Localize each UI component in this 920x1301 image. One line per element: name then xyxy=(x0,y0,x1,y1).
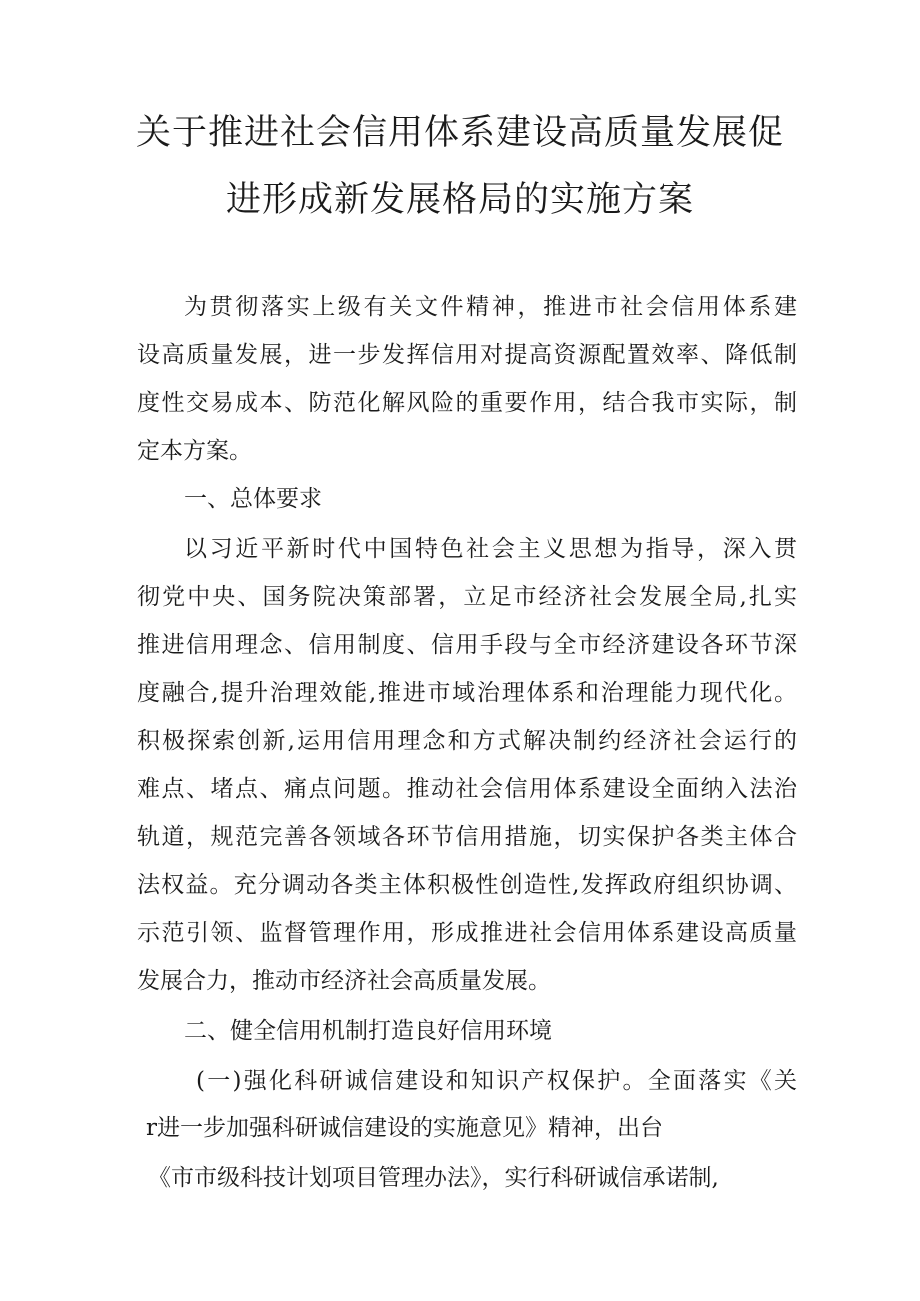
section1-paragraph-line: 轨道，规范完善各领域各环节信用措施，切实保护各类主体合 xyxy=(137,824,797,850)
section1-paragraph-line: 发展合力，推动市经济社会高质量发展。 xyxy=(137,968,551,994)
intro-paragraph-line: 度性交易成本、防范化解风险的重要作用，结合我市实际，制 xyxy=(137,390,797,416)
section1-paragraph-line: 以习近平新时代中国特色社会主义思想为指导，深入贯 xyxy=(184,536,797,562)
section2-paragraph-line: r进一步加强科研诚信建设的实施意见》精神，出台 xyxy=(146,1115,663,1141)
section2-paragraph-line: (一)强化科研诚信建设和知识产权保护。全面落实《关 xyxy=(196,1068,797,1094)
document-title-line-1: 关于推进社会信用体系建设高质量发展促 xyxy=(135,113,784,153)
section1-paragraph-line: 法权益。充分调动各类主体积极性创造性,发挥政府组织协调、 xyxy=(137,872,797,898)
section1-paragraph-line: 推进信用理念、信用制度、信用手段与全市经济建设各环节深 xyxy=(137,632,797,658)
intro-paragraph-line: 设高质量发展，进一步发挥信用对提高资源配置效率、降低制 xyxy=(137,342,797,368)
intro-paragraph-line: 定本方案。 xyxy=(137,438,252,464)
section1-paragraph-line: 积极探索创新,运用信用理念和方式解决制约经济社会运行的 xyxy=(137,728,797,754)
section1-paragraph-line: 难点、堵点、痛点问题。推动社会信用体系建设全面纳入法治 xyxy=(137,776,797,802)
section-heading-1: 一、总体要求 xyxy=(184,486,322,512)
section1-paragraph-line: 彻党中央、国务院决策部署，立足市经济社会发展全局,扎实 xyxy=(137,584,797,610)
intro-paragraph-line: 为贯彻落实上级有关文件精神，推进市社会信用体系建 xyxy=(184,294,797,320)
section2-paragraph-line: 《市市级科技计划项目管理办法》，实行科研诚信承诺制, xyxy=(148,1165,719,1191)
section1-paragraph-line: 度融合,提升治理效能,推进市域治理体系和治理能力现代化。 xyxy=(137,680,797,706)
section1-paragraph-line: 示范引领、监督管理作用，形成推进社会信用体系建设高质量 xyxy=(137,920,797,946)
section-heading-2: 二、健全信用机制打造良好信用环境 xyxy=(184,1018,552,1044)
document-title-line-2: 进形成新发展格局的实施方案 xyxy=(225,180,694,220)
